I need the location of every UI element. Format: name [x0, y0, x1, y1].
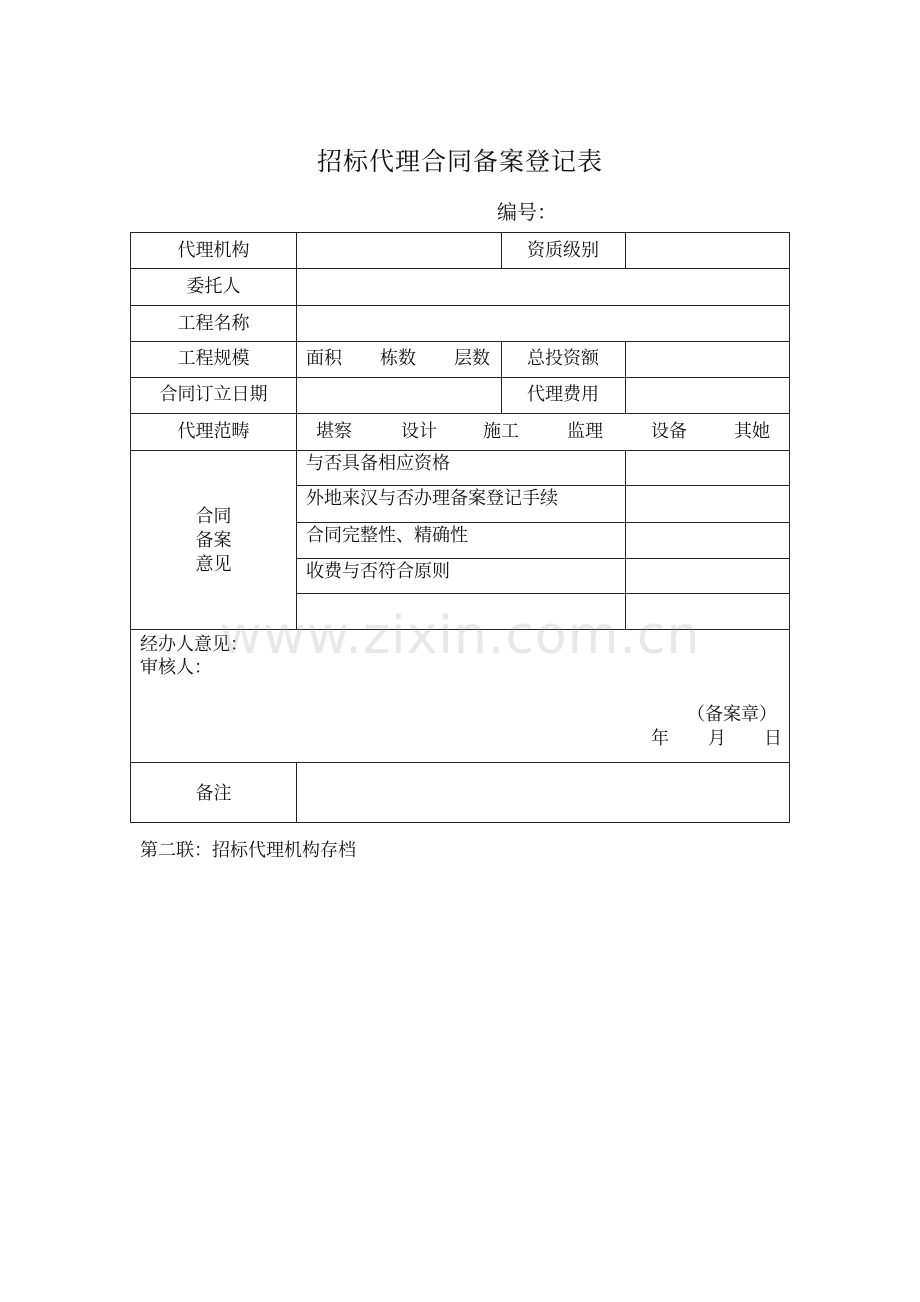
row-divider — [131, 341, 789, 342]
registration-form-table — [130, 232, 790, 823]
serial-number-label: 编号： — [497, 200, 557, 224]
row-divider — [131, 450, 789, 451]
agency-fee-label: 代理费用 — [527, 384, 599, 405]
column-divider — [296, 233, 297, 629]
form-title: 招标代理合同备案登记表 — [316, 147, 603, 176]
floors-label: 层数 — [454, 348, 490, 369]
scope-item: 堪察 — [316, 421, 352, 442]
check-item: 外地来汉与否办理备案登记手续 — [306, 488, 558, 509]
check-item: 与否具备相应资格 — [306, 453, 450, 474]
column-divider — [625, 233, 626, 268]
row-divider — [296, 522, 789, 523]
remarks-label: 备注 — [195, 783, 232, 804]
area-label: 面积 — [306, 348, 342, 369]
agency-label: 代理机构 — [177, 240, 250, 261]
client-label: 委托人 — [186, 276, 241, 297]
footer-note: 第二联：招标代理机构存档 — [140, 840, 356, 861]
check-item: 收费与否符合原则 — [306, 561, 450, 582]
column-divider — [625, 341, 626, 413]
opinion-label-line: 备案 — [195, 530, 232, 551]
year-label: 年 — [651, 728, 669, 749]
contract-date-label: 合同订立日期 — [159, 384, 268, 405]
row-divider — [296, 558, 789, 559]
row-divider — [131, 377, 789, 378]
day-label: 日 — [764, 728, 782, 749]
handler-opinion-label: 经办人意见： — [140, 634, 248, 655]
check-item: 合同完整性、精确性 — [306, 525, 468, 546]
project-name-label: 工程名称 — [177, 313, 250, 334]
row-divider — [296, 593, 789, 594]
reviewer-label: 审核人： — [140, 657, 212, 678]
scope-item: 其她 — [734, 421, 770, 442]
watermark: www.zixin.com.cn — [219, 606, 701, 666]
buildings-label: 栋数 — [380, 348, 416, 369]
row-divider — [296, 485, 789, 486]
row-divider — [131, 268, 789, 269]
project-scale-label: 工程规模 — [177, 348, 250, 369]
qualification-label: 资质级别 — [527, 240, 599, 261]
opinion-label-line: 合同 — [195, 506, 232, 527]
row-divider — [131, 629, 789, 630]
scope-item: 施工 — [483, 421, 519, 442]
seal-label: （备案章） — [687, 704, 777, 725]
column-divider — [625, 450, 626, 629]
scope-item: 设备 — [651, 421, 687, 442]
column-divider — [296, 762, 297, 822]
scope-item: 监理 — [567, 421, 603, 442]
opinion-label-line: 意见 — [195, 554, 232, 575]
row-divider — [131, 413, 789, 414]
row-divider — [131, 762, 789, 763]
scope-item: 设计 — [401, 421, 437, 442]
month-label: 月 — [708, 728, 726, 749]
total-investment-label: 总投资额 — [527, 348, 599, 369]
row-divider — [131, 305, 789, 306]
agency-scope-label: 代理范畴 — [177, 421, 250, 442]
